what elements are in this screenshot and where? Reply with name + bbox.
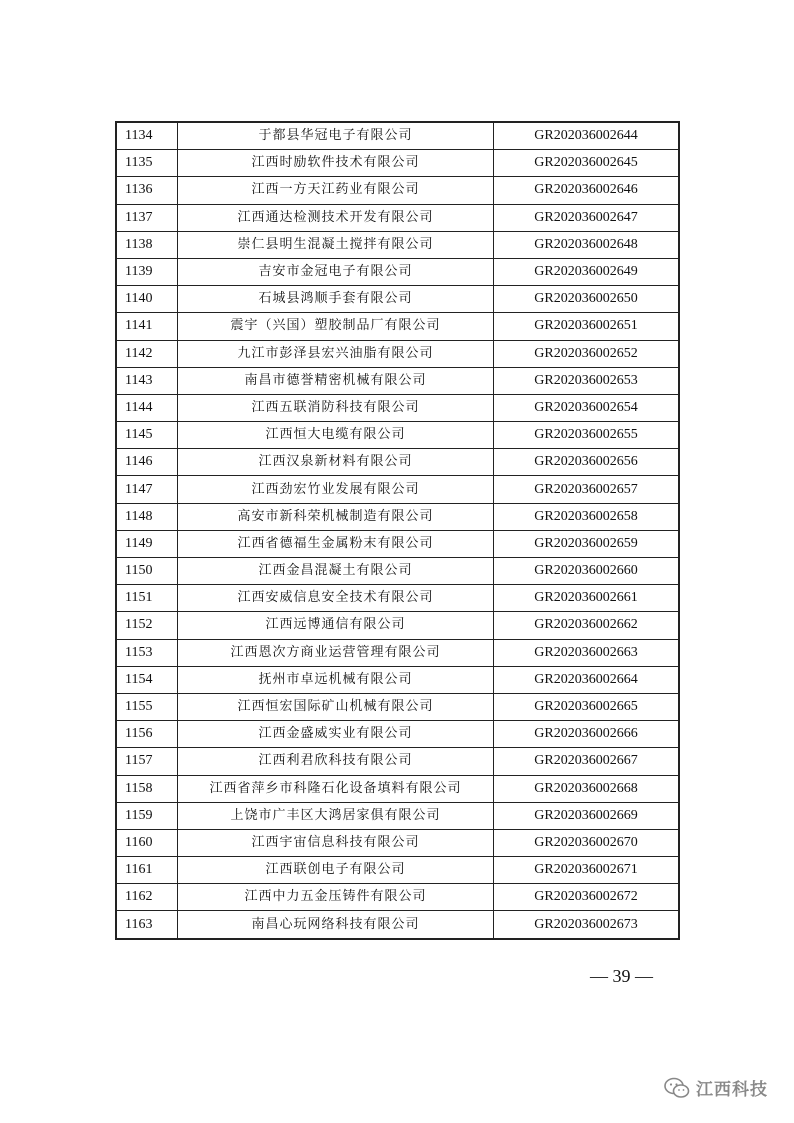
row-number: 1150 [116, 558, 178, 585]
table-row [116, 829, 679, 856]
watermark-text: 江西科技 [696, 1080, 768, 1100]
table-row [116, 340, 679, 367]
table-row [116, 367, 679, 394]
certificate-code: GR202036002655 [494, 422, 680, 449]
certificate-code: GR202036002658 [494, 503, 680, 530]
row-number: 1142 [116, 340, 178, 367]
row-number: 1152 [116, 612, 178, 639]
certificate-code: GR202036002654 [494, 394, 680, 421]
table-row [116, 258, 679, 285]
row-number: 1137 [116, 204, 178, 231]
certificate-code: GR202036002650 [494, 286, 680, 313]
row-number: 1134 [116, 122, 178, 150]
company-name: 江西宇宙信息科技有限公司 [178, 829, 494, 856]
row-number: 1162 [116, 884, 178, 911]
company-name: 江西恒宏国际矿山机械有限公司 [178, 693, 494, 720]
company-name: 江西恒大电缆有限公司 [178, 422, 494, 449]
table-row [116, 394, 679, 421]
row-number: 1138 [116, 231, 178, 258]
company-name: 江西通达检测技术开发有限公司 [178, 204, 494, 231]
company-name: 江西劲宏竹业发展有限公司 [178, 476, 494, 503]
table-row [116, 639, 679, 666]
certificate-code: GR202036002656 [494, 449, 680, 476]
table-row [116, 721, 679, 748]
table-row [116, 748, 679, 775]
certificate-code: GR202036002662 [494, 612, 680, 639]
table-body [116, 122, 679, 939]
certificate-code: GR202036002644 [494, 122, 680, 150]
certificate-code: GR202036002651 [494, 313, 680, 340]
certificate-code: GR202036002647 [494, 204, 680, 231]
table-row [116, 503, 679, 530]
row-number: 1156 [116, 721, 178, 748]
table-row [116, 802, 679, 829]
page-number: — 39 — [590, 966, 653, 986]
certificate-code: GR202036002665 [494, 693, 680, 720]
certificate-code: GR202036002666 [494, 721, 680, 748]
certificate-code: GR202036002663 [494, 639, 680, 666]
company-name: 江西一方天江药业有限公司 [178, 177, 494, 204]
table-row [116, 530, 679, 557]
table-row [116, 150, 679, 177]
company-name: 江西恩次方商业运营管理有限公司 [178, 639, 494, 666]
company-name: 江西金昌混凝土有限公司 [178, 558, 494, 585]
company-name: 江西远博通信有限公司 [178, 612, 494, 639]
company-name: 江西联创电子有限公司 [178, 857, 494, 884]
table-row [116, 204, 679, 231]
company-name: 江西金盛威实业有限公司 [178, 721, 494, 748]
row-number: 1135 [116, 150, 178, 177]
table-row [116, 911, 679, 939]
certificate-code: GR202036002670 [494, 829, 680, 856]
table-row [116, 422, 679, 449]
row-number: 1161 [116, 857, 178, 884]
row-number: 1139 [116, 258, 178, 285]
row-number: 1144 [116, 394, 178, 421]
row-number: 1149 [116, 530, 178, 557]
company-name: 江西安威信息安全技术有限公司 [178, 585, 494, 612]
enterprise-table [115, 121, 680, 940]
certificate-code: GR202036002645 [494, 150, 680, 177]
company-name: 江西利君欣科技有限公司 [178, 748, 494, 775]
row-number: 1140 [116, 286, 178, 313]
certificate-code: GR202036002657 [494, 476, 680, 503]
company-name: 江西五联消防科技有限公司 [178, 394, 494, 421]
company-name: 震宇（兴国）塑胶制品厂有限公司 [178, 313, 494, 340]
row-number: 1145 [116, 422, 178, 449]
company-name: 江西省德福生金属粉末有限公司 [178, 530, 494, 557]
table-row [116, 585, 679, 612]
certificate-code: GR202036002653 [494, 367, 680, 394]
row-number: 1147 [116, 476, 178, 503]
company-name: 于都县华冠电子有限公司 [178, 122, 494, 150]
table-row [116, 666, 679, 693]
certificate-code: GR202036002672 [494, 884, 680, 911]
table-row [116, 122, 679, 150]
certificate-code: GR202036002661 [494, 585, 680, 612]
row-number: 1141 [116, 313, 178, 340]
table-row [116, 775, 679, 802]
company-name: 南昌心玩网络科技有限公司 [178, 911, 494, 939]
certificate-code: GR202036002660 [494, 558, 680, 585]
row-number: 1153 [116, 639, 178, 666]
company-name: 九江市彭泽县宏兴油脂有限公司 [178, 340, 494, 367]
certificate-code: GR202036002667 [494, 748, 680, 775]
table-row [116, 286, 679, 313]
table-row [116, 476, 679, 503]
row-number: 1160 [116, 829, 178, 856]
certificate-code: GR202036002668 [494, 775, 680, 802]
certificate-code: GR202036002664 [494, 666, 680, 693]
row-number: 1146 [116, 449, 178, 476]
company-name: 南昌市德誉精密机械有限公司 [178, 367, 494, 394]
table-row [116, 857, 679, 884]
company-name: 江西汉泉新材料有限公司 [178, 449, 494, 476]
row-number: 1157 [116, 748, 178, 775]
company-name: 上饶市广丰区大鸿居家俱有限公司 [178, 802, 494, 829]
row-number: 1158 [116, 775, 178, 802]
table-row [116, 313, 679, 340]
row-number: 1154 [116, 666, 178, 693]
wechat-icon [664, 1077, 690, 1099]
certificate-code: GR202036002659 [494, 530, 680, 557]
company-name: 江西时励软件技术有限公司 [178, 150, 494, 177]
certificate-code: GR202036002671 [494, 857, 680, 884]
row-number: 1163 [116, 911, 178, 939]
company-name: 江西中力五金压铸件有限公司 [178, 884, 494, 911]
table-row [116, 612, 679, 639]
table-row [116, 558, 679, 585]
company-name: 石城县鸿顺手套有限公司 [178, 286, 494, 313]
company-name: 崇仁县明生混凝土搅拌有限公司 [178, 231, 494, 258]
certificate-code: GR202036002669 [494, 802, 680, 829]
watermark [664, 1075, 768, 1100]
company-name: 江西省萍乡市科隆石化设备填料有限公司 [178, 775, 494, 802]
certificate-code: GR202036002673 [494, 911, 680, 939]
certificate-code: GR202036002652 [494, 340, 680, 367]
table-row [116, 231, 679, 258]
row-number: 1148 [116, 503, 178, 530]
company-name: 高安市新科荣机械制造有限公司 [178, 503, 494, 530]
row-number: 1159 [116, 802, 178, 829]
row-number: 1136 [116, 177, 178, 204]
row-number: 1155 [116, 693, 178, 720]
company-name: 吉安市金冠电子有限公司 [178, 258, 494, 285]
table-row [116, 693, 679, 720]
row-number: 1151 [116, 585, 178, 612]
certificate-code: GR202036002646 [494, 177, 680, 204]
table-row [116, 884, 679, 911]
table-row [116, 177, 679, 204]
row-number: 1143 [116, 367, 178, 394]
certificate-code: GR202036002648 [494, 231, 680, 258]
certificate-code: GR202036002649 [494, 258, 680, 285]
company-name: 抚州市卓远机械有限公司 [178, 666, 494, 693]
table-row [116, 449, 679, 476]
